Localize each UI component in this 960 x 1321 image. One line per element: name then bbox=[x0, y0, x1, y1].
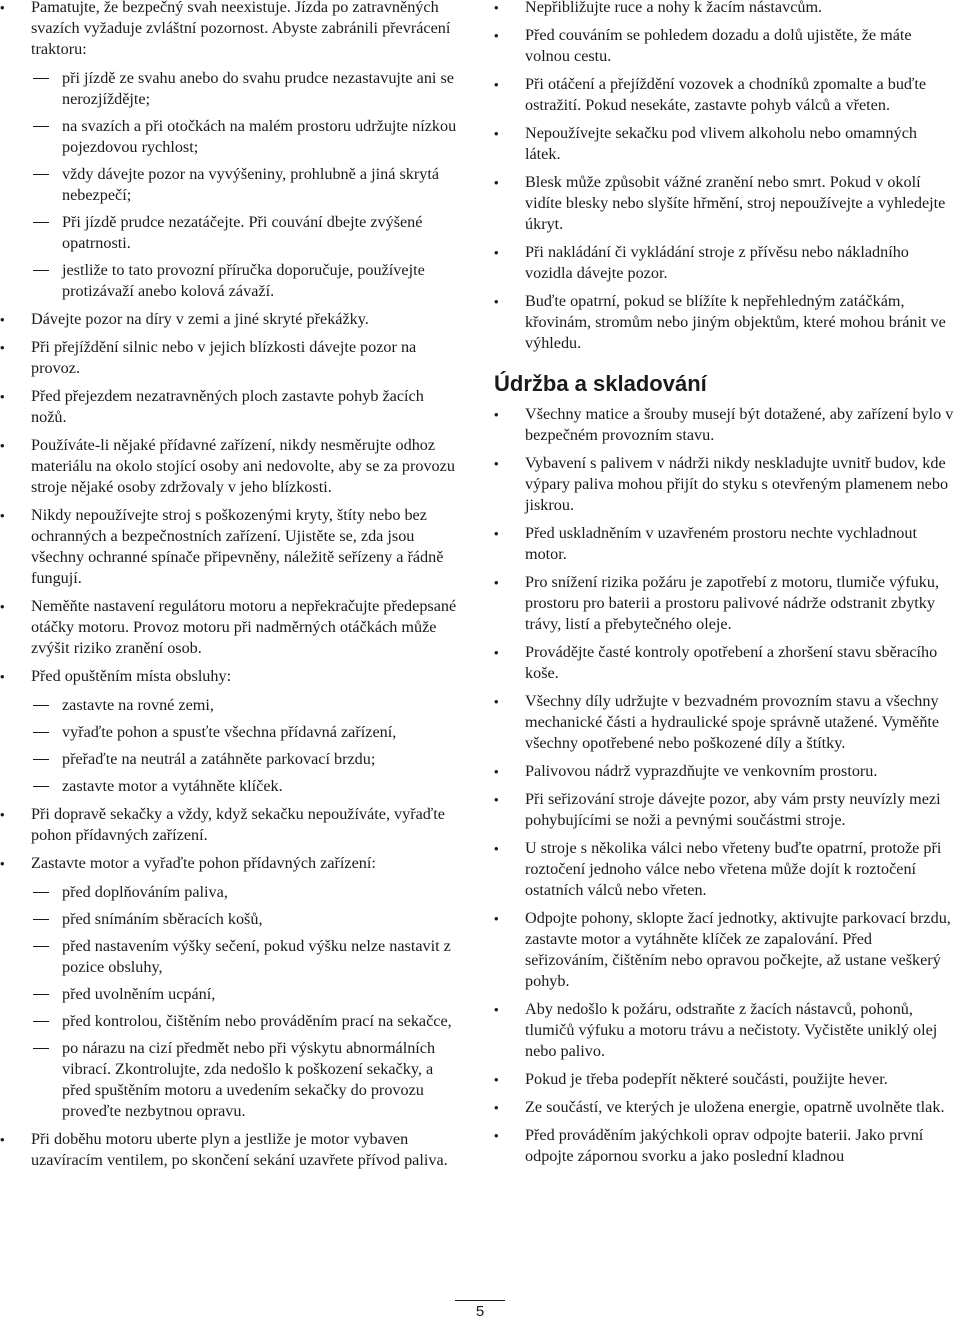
sub-list-item: vyřaďte pohon a spusťte všechna přídavná zařízení, bbox=[31, 722, 462, 743]
list-item bbox=[0, 853, 462, 1122]
footer-rule bbox=[455, 1300, 505, 1301]
list-item: • Při přejíždění silnic nebo v jejich blízkosti dávejte pozor na provoz. bbox=[0, 337, 462, 379]
safety-list-continued bbox=[494, 0, 956, 354]
sub-list-item: před snímáním sběracích košů, bbox=[31, 909, 462, 930]
slope-sublist bbox=[31, 68, 462, 302]
list-item: • Nepoužívejte sekačku pod vlivem alkoholu nebo omamných látek. bbox=[494, 123, 956, 165]
list-item-text: Zastavte motor a vyřaďte pohon přídavných zařízení: bbox=[31, 854, 376, 872]
list-item: • Ze součástí, ve kterých je uložena energie, opatrně uvolněte tlak. bbox=[494, 1097, 956, 1118]
list-item: • Při otáčení a přejíždění vozovek a chodníků zpomalte a buďte ostražití. Pokud nesekáte, zastavte pohyb válců a vřeten. bbox=[494, 74, 956, 116]
list-item: • Pro snížení rizika požáru je zapotřebí z motoru, tlumiče výfuku, prostoru pro baterii a prostoru palivové nádrže odstranit zbytky trávy, listí a přebytečného oleje. bbox=[494, 572, 956, 635]
list-item bbox=[0, 666, 462, 797]
list-item: • Odpojte pohony, sklopte žací jednotky, aktivujte parkovací brzdu, zastavte motor a vytáhněte klíček ze zapalování. Před seřizováním, čištěním nebo opravou počkejte, až ustane veškerý pohyb. bbox=[494, 908, 956, 992]
list-item: • Všechny díly udržujte v bezvadném provozním stavu a všechny mechanické části a hydraulické spoje správně utažené. Vyměňte všechny opotřebené nebo poškozené díly a štítky. bbox=[494, 691, 956, 754]
list-item: • Pokud je třeba podepřít některé součásti, použijte hever. bbox=[494, 1069, 956, 1090]
safety-list bbox=[0, 0, 462, 1171]
sub-list-item: Při jízdě prudce nezatáčejte. Při couvání dbejte zvýšené opatrnosti. bbox=[31, 212, 462, 254]
list-item: • U stroje s několika válci nebo vřeteny buďte opatrní, protože při roztočení jednoho válce nebo vřetena může dojít k roztočení ostatních válců nebo vřeten. bbox=[494, 838, 956, 901]
sub-list-item: při jízdě ze svahu anebo do svahu prudce nezastavujte ani se nerozjíždějte; bbox=[31, 68, 462, 110]
list-item: • Používáte-li nějaké přídavné zařízení, nikdy nesměrujte odhoz materiálu na okolo stojící osoby ani nedovolte, aby se za provozu stroje nějaké osoby zdržovaly v jeho blízkosti. bbox=[0, 435, 462, 498]
list-item: • Buďte opatrní, pokud se blížíte k nepřehledným zatáčkám, křovinám, stromům nebo jiným objektům, které mohou bránit ve výhledu. bbox=[494, 291, 956, 354]
list-item bbox=[0, 0, 462, 302]
list-item: • Při doběhu motoru uberte plyn a jestliže je motor vybaven uzavíracím ventilem, po skončení sekání uzavřete přívod paliva. bbox=[0, 1129, 462, 1171]
list-item: • Před přejezdem nezatravněných ploch zastavte pohyb žacích nožů. bbox=[0, 386, 462, 428]
list-item: • Nikdy nepoužívejte stroj s poškozenými kryty, štíty nebo bez ochranných a bezpečnostních zařízení. Ujistěte se, zda jsou všechny ochranné spínače připevněny, náležitě seřízeny a řádně fungují. bbox=[0, 505, 462, 589]
maintenance-list bbox=[494, 404, 956, 1167]
list-item: • Při dopravě sekačky a vždy, když sekačku nepoužíváte, vyřaďte pohon přídavných zařízení. bbox=[0, 804, 462, 846]
list-item: • Při nakládání či vykládání stroje z přívěsu nebo nákladního vozidla dávejte pozor. bbox=[494, 242, 956, 284]
section-heading: Údržba a skladování bbox=[494, 371, 707, 396]
sub-list-item: zastavte na rovné zemi, bbox=[31, 695, 462, 716]
sub-list-item: zastavte motor a vytáhněte klíček. bbox=[31, 776, 462, 797]
stop-engine-sublist bbox=[31, 882, 462, 1122]
sub-list-item: před nastavením výšky sečení, pokud výšku nelze nastavit z pozice obsluhy, bbox=[31, 936, 462, 978]
leave-seat-sublist bbox=[31, 695, 462, 797]
sub-list-item: jestliže to tato provozní příručka doporučuje, používejte protizávaží anebo kolová závaží. bbox=[31, 260, 462, 302]
list-item: • Při seřizování stroje dávejte pozor, aby vám prsty neuvízly mezi pohybujícími se noži a pevnými součástmi stroje. bbox=[494, 789, 956, 831]
sub-list-item: před doplňováním paliva, bbox=[31, 882, 462, 903]
sub-list-item: po nárazu na cizí předmět nebo při výskytu abnormálních vibrací. Zkontrolujte, zda nedošlo k poškození sekačky, a před spuštěním motoru a uvedením sekačky do provozu proveďte nezbytnou opravu. bbox=[31, 1038, 462, 1122]
list-item: • Dávejte pozor na díry v zemi a jiné skryté překážky. bbox=[0, 309, 462, 330]
list-item: • Před couváním se pohledem dozadu a dolů ujistěte, že máte volnou cestu. bbox=[494, 25, 956, 67]
list-item: • Nepřibližujte ruce a nohy k žacím nástavcům. bbox=[494, 0, 956, 18]
list-item: • Neměňte nastavení regulátoru motoru a nepřekračujte předepsané otáčky motoru. Provoz motoru při nadměrných otáčkách může zvýšit riziko zranění osob. bbox=[0, 596, 462, 659]
list-item-text: Před opuštěním místa obsluhy: bbox=[31, 667, 232, 685]
sub-list-item: na svazích a při otočkách na malém prostoru udržujte nízkou pojezdovou rychlost; bbox=[31, 116, 462, 158]
list-item: • Aby nedošlo k požáru, odstraňte z žacích nástavců, pohonů, tlumičů výfuku a motoru trávu a nečistoty. Vyčistěte uniklý olej nebo palivo. bbox=[494, 999, 956, 1062]
right-column bbox=[494, 0, 956, 1174]
page-number: 5 bbox=[475, 1303, 485, 1320]
list-item-text: Pamatujte, že bezpečný svah neexistuje. Jízda po zatravněných svazích vyžaduje zvláštní pozornost. Abyste zabránili převrácení traktoru: bbox=[31, 0, 451, 58]
sub-list-item: přeřaďte na neutrál a zatáhněte parkovací brzdu; bbox=[31, 749, 462, 770]
list-item: • Provádějte časté kontroly opotřebení a zhoršení stavu sběracího koše. bbox=[494, 642, 956, 684]
list-item: • Před uskladněním v uzavřeném prostoru nechte vychladnout motor. bbox=[494, 523, 956, 565]
sub-list-item: před uvolněním ucpání, bbox=[31, 984, 462, 1005]
list-item: • Blesk může způsobit vážné zranění nebo smrt. Pokud v okolí vidíte blesky nebo slyšíte hřmění, stroj nepoužívejte a vyhledejte úkryt. bbox=[494, 172, 956, 235]
sub-list-item: před kontrolou, čištěním nebo prováděním prací na sekačce, bbox=[31, 1011, 462, 1032]
left-column bbox=[0, 0, 462, 1178]
list-item: • Palivovou nádrž vyprazdňujte ve venkovním prostoru. bbox=[494, 761, 956, 782]
sub-list-item: vždy dávejte pozor na vyvýšeniny, prohlubně a jiná skrytá nebezpečí; bbox=[31, 164, 462, 206]
list-item: • Všechny matice a šrouby musejí být dotažené, aby zařízení bylo v bezpečném provozním stavu. bbox=[494, 404, 956, 446]
list-item: • Před prováděním jakýchkoli oprav odpojte baterii. Jako první odpojte zápornou svorku a jako poslední kladnou bbox=[494, 1125, 956, 1167]
list-item: • Vybavení s palivem v nádrži nikdy neskladujte uvnitř budov, kde výpary paliva mohou přijít do styku s otevřeným plamenem nebo jiskrou. bbox=[494, 453, 956, 516]
